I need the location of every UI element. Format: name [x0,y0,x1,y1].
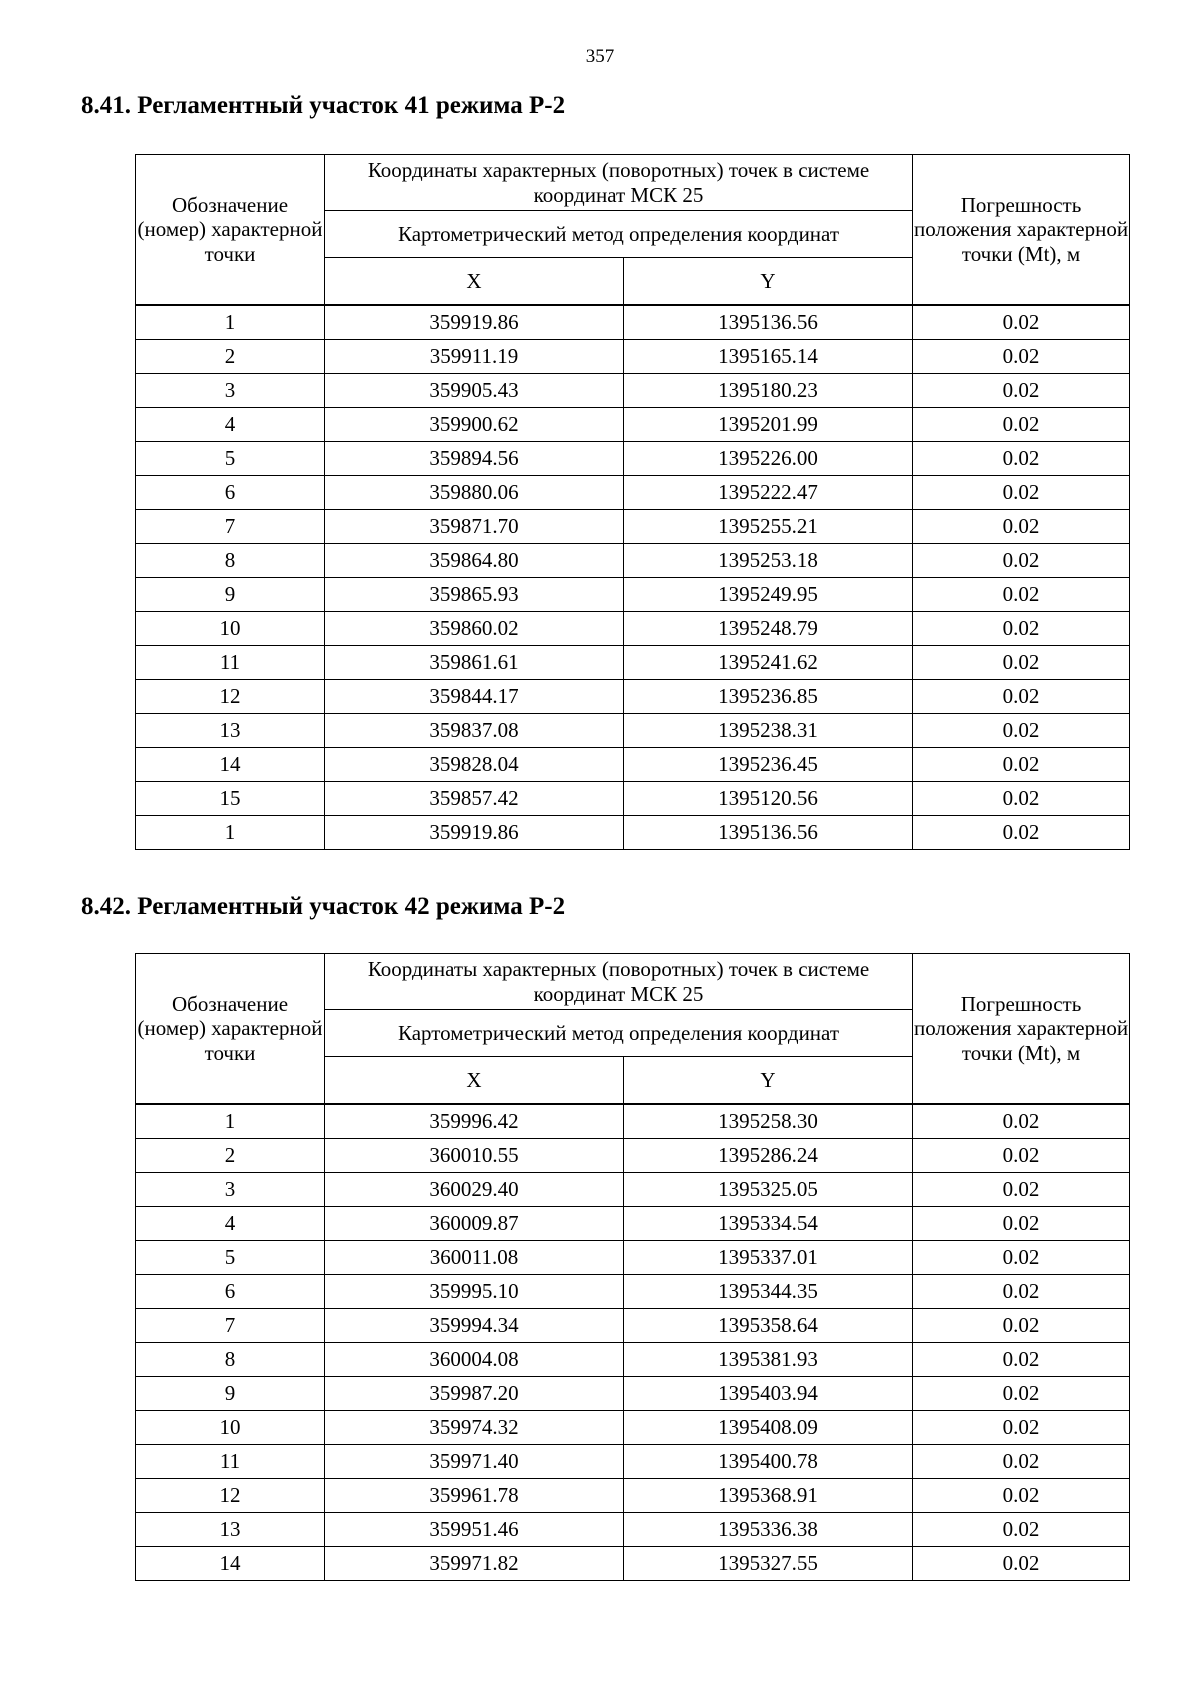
error-cell: 0.02 [913,1139,1130,1173]
y-coordinate-cell: 1395325.05 [624,1173,913,1207]
y-coordinate-cell: 1395226.00 [624,442,913,476]
point-number-cell: 7 [136,1309,325,1343]
x-coordinate-cell: 359905.43 [325,374,624,408]
table-row [136,748,1130,782]
header-error: Погрешность положения характерной точки (Mt), м [913,954,1130,1105]
error-cell: 0.02 [913,1275,1130,1309]
table-row [136,1207,1130,1241]
y-coordinate-cell: 1395337.01 [624,1241,913,1275]
error-cell: 0.02 [913,816,1130,850]
point-number-cell: 5 [136,442,325,476]
point-number-cell: 6 [136,1275,325,1309]
y-coordinate-cell: 1395249.95 [624,578,913,612]
x-coordinate-cell: 359974.32 [325,1411,624,1445]
error-cell: 0.02 [913,408,1130,442]
y-coordinate-cell: 1395381.93 [624,1343,913,1377]
section-title: 8.42. Регламентный участок 42 режима Р-2 [81,893,566,920]
point-number-cell: 2 [136,340,325,374]
table-row [136,1309,1130,1343]
page-number: 357 [585,46,615,67]
y-coordinate-cell: 1395136.56 [624,305,913,340]
table-row [136,1377,1130,1411]
error-cell: 0.02 [913,1207,1130,1241]
table-row [136,1479,1130,1513]
y-coordinate-cell: 1395255.21 [624,510,913,544]
x-coordinate-cell: 360011.08 [325,1241,624,1275]
x-coordinate-cell: 359987.20 [325,1377,624,1411]
x-coordinate-cell: 359860.02 [325,612,624,646]
point-number-cell: 7 [136,510,325,544]
y-coordinate-cell: 1395201.99 [624,408,913,442]
point-number-cell: 9 [136,1377,325,1411]
table-row [136,1445,1130,1479]
y-coordinate-cell: 1395236.45 [624,748,913,782]
error-cell: 0.02 [913,748,1130,782]
y-coordinate-cell: 1395120.56 [624,782,913,816]
x-coordinate-cell: 359961.78 [325,1479,624,1513]
coordinates-table [135,154,1130,850]
error-cell: 0.02 [913,680,1130,714]
table-row [136,1241,1130,1275]
error-cell: 0.02 [913,374,1130,408]
error-cell: 0.02 [913,1241,1130,1275]
x-coordinate-cell: 359871.70 [325,510,624,544]
x-coordinate-cell: 359857.42 [325,782,624,816]
header-coordinate-system: Координаты характерных (поворотных) точек в системе координат МСК 25 [325,954,913,1010]
header-x: X [325,1057,624,1105]
y-coordinate-cell: 1395336.38 [624,1513,913,1547]
point-number-cell: 9 [136,578,325,612]
error-cell: 0.02 [913,1479,1130,1513]
point-number-cell: 6 [136,476,325,510]
header-point-number: Обозначение (номер) характерной точки [136,954,325,1105]
table-row [136,1139,1130,1173]
table-row [136,374,1130,408]
table-row [136,510,1130,544]
coordinates-table [135,953,1130,1581]
y-coordinate-cell: 1395180.23 [624,374,913,408]
point-number-cell: 3 [136,374,325,408]
y-coordinate-cell: 1395238.31 [624,714,913,748]
y-coordinate-cell: 1395236.85 [624,680,913,714]
y-coordinate-cell: 1395400.78 [624,1445,913,1479]
x-coordinate-cell: 359971.82 [325,1547,624,1581]
table-row [136,408,1130,442]
table-row [136,476,1130,510]
header-method: Картометрический метод определения координат [325,1010,913,1057]
error-cell: 0.02 [913,714,1130,748]
x-coordinate-cell: 359864.80 [325,544,624,578]
table-row [136,612,1130,646]
point-number-cell: 11 [136,646,325,680]
error-cell: 0.02 [913,510,1130,544]
y-coordinate-cell: 1395241.62 [624,646,913,680]
x-coordinate-cell: 359971.40 [325,1445,624,1479]
error-cell: 0.02 [913,1104,1130,1139]
x-coordinate-cell: 360029.40 [325,1173,624,1207]
error-cell: 0.02 [913,1513,1130,1547]
error-cell: 0.02 [913,476,1130,510]
error-cell: 0.02 [913,340,1130,374]
section-title: 8.41. Регламентный участок 41 режима Р-2 [81,92,566,119]
y-coordinate-cell: 1395286.24 [624,1139,913,1173]
error-cell: 0.02 [913,1445,1130,1479]
header-error: Погрешность положения характерной точки (Mt), м [913,155,1130,306]
header-x: X [325,258,624,306]
header-point-number: Обозначение (номер) характерной точки [136,155,325,306]
x-coordinate-cell: 359828.04 [325,748,624,782]
y-coordinate-cell: 1395165.14 [624,340,913,374]
error-cell: 0.02 [913,1343,1130,1377]
header-y: Y [624,258,913,306]
table-row [136,1343,1130,1377]
header-y: Y [624,1057,913,1105]
x-coordinate-cell: 359996.42 [325,1104,624,1139]
point-number-cell: 8 [136,544,325,578]
x-coordinate-cell: 359880.06 [325,476,624,510]
error-cell: 0.02 [913,442,1130,476]
point-number-cell: 1 [136,816,325,850]
error-cell: 0.02 [913,1411,1130,1445]
table-row [136,680,1130,714]
table-row [136,1547,1130,1581]
x-coordinate-cell: 360004.08 [325,1343,624,1377]
y-coordinate-cell: 1395368.91 [624,1479,913,1513]
point-number-cell: 13 [136,714,325,748]
table-row [136,305,1130,340]
x-coordinate-cell: 359911.19 [325,340,624,374]
table-row [136,714,1130,748]
table-row [136,340,1130,374]
header-method: Картометрический метод определения координат [325,211,913,258]
y-coordinate-cell: 1395253.18 [624,544,913,578]
point-number-cell: 5 [136,1241,325,1275]
point-number-cell: 4 [136,1207,325,1241]
y-coordinate-cell: 1395248.79 [624,612,913,646]
point-number-cell: 13 [136,1513,325,1547]
table-row [136,1173,1130,1207]
table-row [136,1104,1130,1139]
table-row [136,1513,1130,1547]
error-cell: 0.02 [913,1547,1130,1581]
point-number-cell: 11 [136,1445,325,1479]
y-coordinate-cell: 1395408.09 [624,1411,913,1445]
point-number-cell: 10 [136,1411,325,1445]
header-coordinate-system: Координаты характерных (поворотных) точек в системе координат МСК 25 [325,155,913,211]
x-coordinate-cell: 359900.62 [325,408,624,442]
table-row [136,782,1130,816]
x-coordinate-cell: 359951.46 [325,1513,624,1547]
error-cell: 0.02 [913,1377,1130,1411]
x-coordinate-cell: 359919.86 [325,305,624,340]
y-coordinate-cell: 1395222.47 [624,476,913,510]
point-number-cell: 1 [136,1104,325,1139]
table-row [136,646,1130,680]
x-coordinate-cell: 360009.87 [325,1207,624,1241]
table-row [136,816,1130,850]
point-number-cell: 1 [136,305,325,340]
x-coordinate-cell: 359995.10 [325,1275,624,1309]
y-coordinate-cell: 1395403.94 [624,1377,913,1411]
y-coordinate-cell: 1395136.56 [624,816,913,850]
y-coordinate-cell: 1395334.54 [624,1207,913,1241]
error-cell: 0.02 [913,1309,1130,1343]
x-coordinate-cell: 359861.61 [325,646,624,680]
point-number-cell: 3 [136,1173,325,1207]
table-row [136,544,1130,578]
y-coordinate-cell: 1395327.55 [624,1547,913,1581]
x-coordinate-cell: 359919.86 [325,816,624,850]
error-cell: 0.02 [913,646,1130,680]
error-cell: 0.02 [913,782,1130,816]
y-coordinate-cell: 1395258.30 [624,1104,913,1139]
point-number-cell: 8 [136,1343,325,1377]
error-cell: 0.02 [913,305,1130,340]
table-row [136,1275,1130,1309]
table-row [136,578,1130,612]
x-coordinate-cell: 359844.17 [325,680,624,714]
point-number-cell: 12 [136,680,325,714]
x-coordinate-cell: 359865.93 [325,578,624,612]
x-coordinate-cell: 359994.34 [325,1309,624,1343]
error-cell: 0.02 [913,544,1130,578]
point-number-cell: 12 [136,1479,325,1513]
point-number-cell: 14 [136,1547,325,1581]
x-coordinate-cell: 360010.55 [325,1139,624,1173]
error-cell: 0.02 [913,1173,1130,1207]
point-number-cell: 10 [136,612,325,646]
point-number-cell: 2 [136,1139,325,1173]
point-number-cell: 14 [136,748,325,782]
point-number-cell: 4 [136,408,325,442]
y-coordinate-cell: 1395358.64 [624,1309,913,1343]
point-number-cell: 15 [136,782,325,816]
table-row [136,1411,1130,1445]
table-row [136,442,1130,476]
error-cell: 0.02 [913,578,1130,612]
error-cell: 0.02 [913,612,1130,646]
x-coordinate-cell: 359837.08 [325,714,624,748]
x-coordinate-cell: 359894.56 [325,442,624,476]
y-coordinate-cell: 1395344.35 [624,1275,913,1309]
